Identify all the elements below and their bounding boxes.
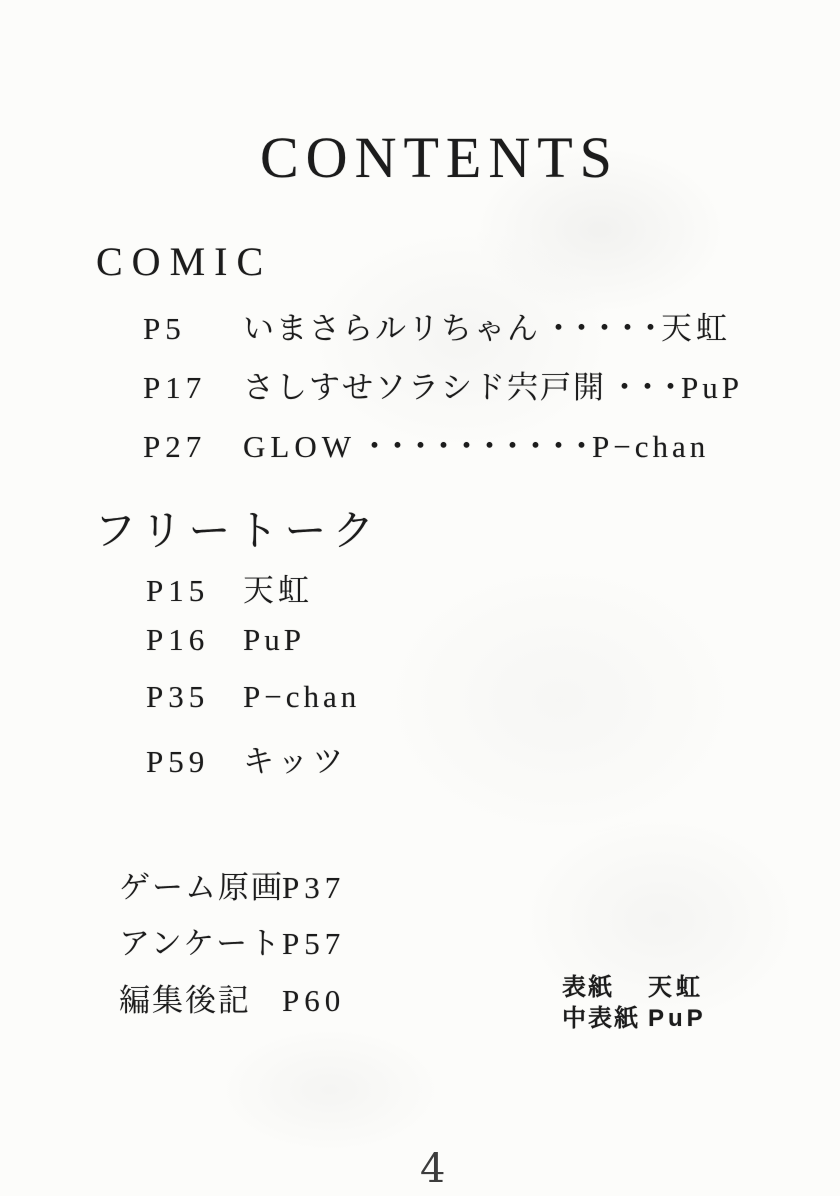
entry-page-number: P60 xyxy=(282,983,346,1018)
entry-page-number: P15 xyxy=(146,573,210,608)
credit-label: 中表紙 xyxy=(562,1005,640,1032)
toc-entry-freetalk-4 xyxy=(146,736,347,781)
toc-entry-freetalk-3 xyxy=(146,679,360,715)
folio-page-number: 4 xyxy=(420,1146,446,1192)
credit-name: PuP xyxy=(648,1005,707,1032)
credit-name: 天虹 xyxy=(648,974,704,1001)
toc-entry-comic-3 xyxy=(143,421,709,466)
entry-page-number: P37 xyxy=(282,870,346,905)
page-title: CONTENTS xyxy=(260,125,619,190)
entry-page-number: P35 xyxy=(146,679,210,714)
credit-label: 表紙 xyxy=(562,974,614,1001)
entry-title: GLOW xyxy=(243,429,356,464)
credit-cover xyxy=(562,972,707,1003)
entry-label: アンケート xyxy=(119,926,283,961)
credit-inner-cover xyxy=(562,1003,707,1034)
entry-page-number: P59 xyxy=(146,744,210,779)
toc-entry-comic-1 xyxy=(143,303,731,348)
entry-page-number: P27 xyxy=(143,429,207,464)
toc-entry-freetalk-2 xyxy=(146,622,305,658)
leader-dots: ・・・・・・・・・・ xyxy=(358,429,589,464)
entry-title: いまさらルリちゃん xyxy=(243,311,540,346)
entry-label: ゲーム原画 xyxy=(119,870,284,905)
toc-entry-freetalk-1 xyxy=(146,565,313,610)
entry-author: PuP xyxy=(243,622,305,657)
toc-entry-game-art xyxy=(119,862,345,907)
entry-author: PuP xyxy=(681,370,743,405)
entry-page-number: P17 xyxy=(143,370,207,405)
leader-dots: ・・・・・ xyxy=(543,311,658,346)
toc-entry-afterword xyxy=(119,975,345,1020)
entry-author: キッツ xyxy=(243,744,348,779)
entry-label: 編集後記 xyxy=(119,983,251,1018)
entry-author: 天虹 xyxy=(661,311,731,346)
entry-page-number: P57 xyxy=(282,926,346,961)
entry-author: 天虹 xyxy=(243,573,313,608)
leader-dots: ・・・ xyxy=(609,370,678,405)
entry-page-number: P5 xyxy=(143,311,186,346)
entry-page-number: P16 xyxy=(146,622,210,657)
entry-title: さしすせソラシド宍戸開 xyxy=(243,370,606,405)
entry-author: P−chan xyxy=(591,429,710,464)
section-heading-freetalk: フリートーク xyxy=(94,509,381,555)
section-heading-comic: COMIC xyxy=(96,239,273,284)
toc-entry-comic-2 xyxy=(143,362,743,407)
entry-author: P−chan xyxy=(243,679,361,714)
cover-credits xyxy=(562,972,707,1034)
toc-entry-questionnaire xyxy=(119,918,345,963)
